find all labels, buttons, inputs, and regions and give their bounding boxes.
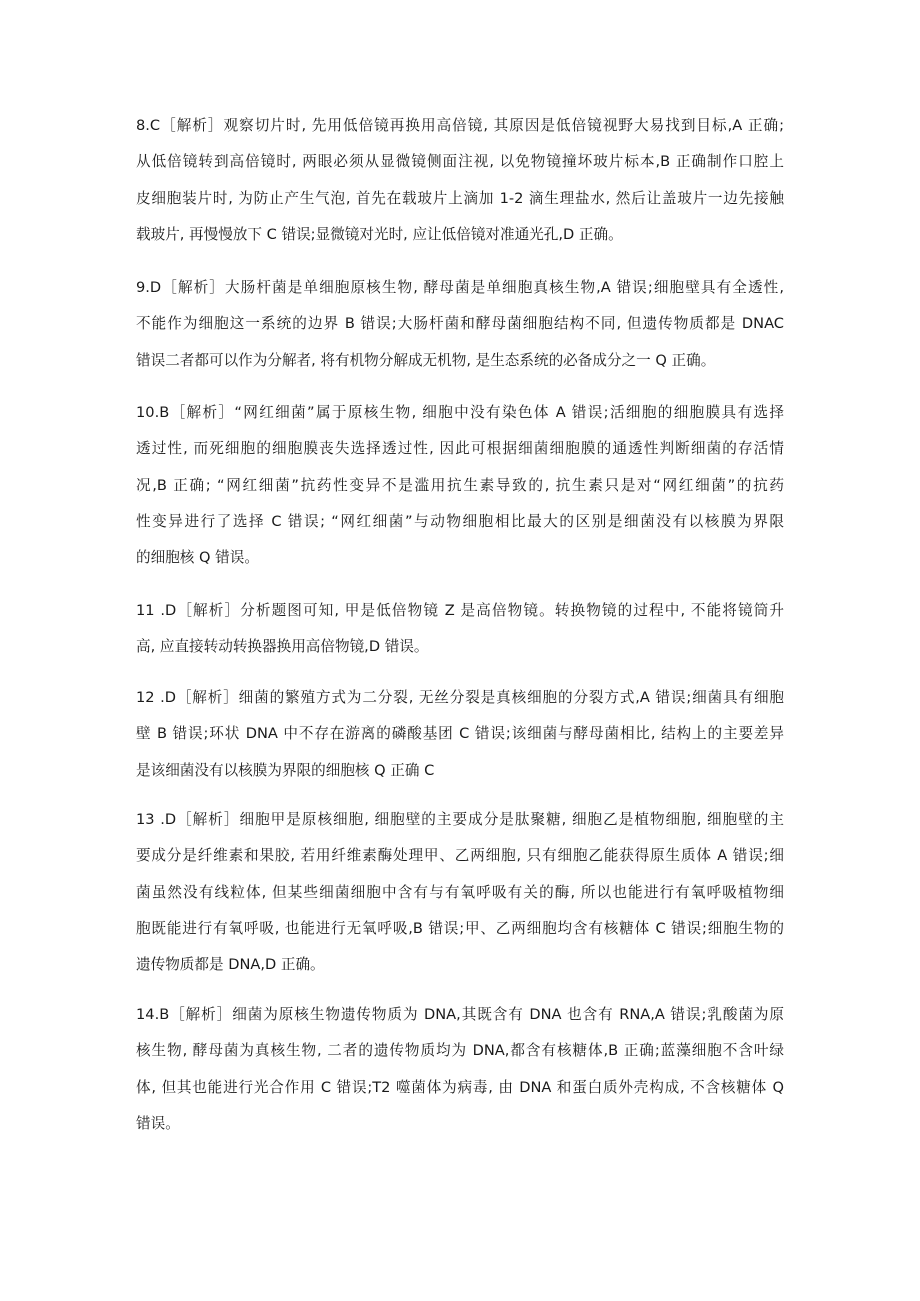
answer-11	[136, 593, 784, 666]
answer-14-line-3: 体, 但其也能进行光合作用 C 错误;T2 噬菌体为病毒, 由 DNA 和蛋白质外壳构成, 不含核糖体 Q	[136, 1078, 784, 1096]
answer-11-line-2: 高, 应直接转动转换器换用高倍物镜,D 错误。	[136, 638, 429, 656]
answer-10-line-2: 透过性, 而死细胞的细胞膜丧失选择透过性, 因此可根据细菌细胞膜的通透性判断细菌的存活情	[136, 440, 784, 458]
answer-9	[136, 270, 784, 379]
answer-9-line-1: 9.D［解析］大肠杆菌是单细胞原核生物, 酵母菌是单细胞真核生物,A 错误;细胞壁具有全透性,	[136, 279, 784, 296]
answer-13-line-3: 菌虽然没有线粒体, 但某些细菌细胞中含有与有氧呼吸有关的酶, 所以也能进行有氧呼吸植物细	[136, 883, 784, 901]
answer-13-line-2: 要成分是纤维素和果胶, 若用纤维素酶处理甲、乙两细胞, 只有细胞乙能获得原生质体 A 错误;细	[136, 847, 784, 865]
answer-12	[136, 680, 784, 789]
answer-11-line-1: 11 .D［解析］分析题图可知, 甲是低倍物镜 Z 是高倍物镜。转换物镜的过程中, 不能将镜筒升	[136, 602, 784, 619]
answer-12-line-3: 是该细菌没有以核膜为界限的细胞核 Q 正确 C	[136, 761, 435, 779]
answer-12-line-2: 壁 B 错误;环状 DNA 中不存在游离的磷酸基团 C 错误;该细菌与酵母菌相比, 结构上的主要差异	[136, 725, 784, 743]
answer-8-line-3: 皮细胞装片时, 为防止产生气泡, 首先在载玻片上滴加 1-2 滴生理盐水, 然后让盖玻片一边先接触	[136, 189, 784, 207]
answer-8-line-1: 8.C［解析］观察切片时, 先用低倍镜再换用高倍镜, 其原因是低倍镜视野大易找到目标,A 正确;	[136, 117, 784, 134]
answer-13-line-1: 13 .D［解析］细胞甲是原核细胞, 细胞壁的主要成分是肽聚糖, 细胞乙是植物细胞, 细胞壁的主	[136, 811, 784, 828]
answer-14-line-1: 14.B［解析］细菌为原核生物遗传物质为 DNA,其既含有 DNA 也含有 RNA,A 错误;乳酸菌为原	[136, 1006, 784, 1023]
answer-13-line-5: 遗传物质都是 DNA,D 正确。	[136, 956, 325, 974]
answer-14	[136, 997, 784, 1142]
answer-12-line-1: 12 .D［解析］细菌的繁殖方式为二分裂, 无丝分裂是真核细胞的分裂方式,A 错误;细菌具有细胞	[136, 689, 784, 706]
answer-10	[136, 395, 784, 576]
answer-14-line-4: 错误。	[136, 1114, 180, 1132]
answer-10-line-3: 况,B 正确; “网红细菌”抗药性变异不是滥用抗生素导致的, 抗生素只是对“网红细菌”的抗药	[136, 476, 784, 494]
answer-13	[136, 802, 784, 983]
answer-8-line-4: 载玻片, 再慢慢放下 C 错误;显微镜对光时, 应让低倍镜对准通光孔,D 正确。	[136, 225, 623, 243]
answer-10-line-1: 10.B［解析］“网红细菌”属于原核生物, 细胞中没有染色体 A 错误;活细胞的细胞膜具有选择	[136, 404, 784, 421]
answer-9-line-3: 错误二者都可以作为分解者, 将有机物分解成无机物, 是生态系统的必备成分之一 Q 正确。	[136, 351, 716, 369]
answer-9-line-2: 不能作为细胞这一系统的边界 B 错误;大肠杆菌和酵母菌细胞结构不同, 但遗传物质都是 DNAC	[136, 315, 784, 333]
answer-10-line-4: 性变异进行了选择 C 错误; “网红细菌”与动物细胞相比最大的区别是细菌没有以核膜为界限	[136, 512, 784, 530]
answer-8-line-2: 从低倍镜转到高倍镜时, 两眼必须从显微镜侧面注视, 以免物镜撞坏玻片标本,B 正确制作口腔上	[136, 153, 784, 171]
answer-13-line-4: 胞既能进行有氧呼吸, 也能进行无氧呼吸,B 错误;甲、乙两细胞均含有核糖体 C 错误;细胞生物的	[136, 919, 784, 937]
answer-10-line-5: 的细胞核 Q 错误。	[136, 549, 259, 567]
answer-14-line-2: 核生物, 酵母菌为真核生物, 二者的遗传物质均为 DNA,都含有核糖体,B 正确;蓝藻细胞不含叶绿	[136, 1042, 784, 1060]
answer-8	[136, 108, 784, 253]
